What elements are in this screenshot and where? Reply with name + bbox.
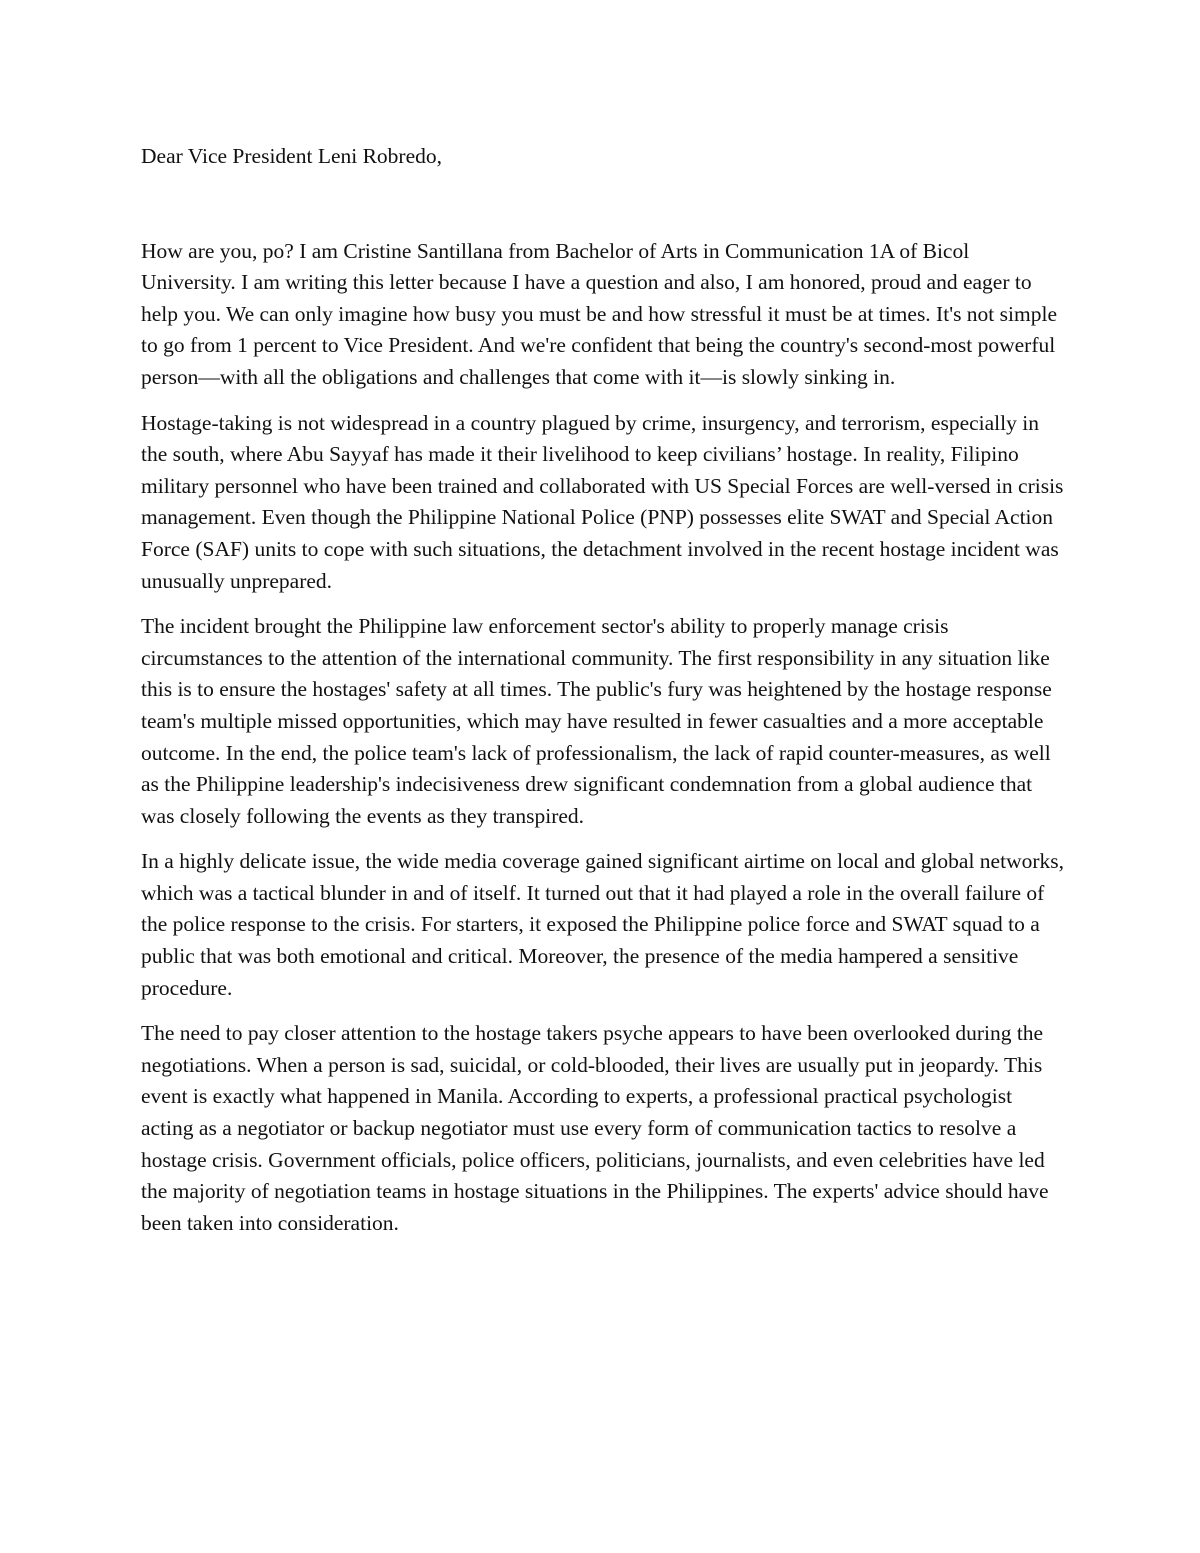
paragraph-media-coverage: In a highly delicate issue, the wide media coverage gained significant airtime on local and global networks, which was a tactical blunder in and of itself. It turned out that it had played a role in the overall failure of the police response to the crisis. For starters, it exposed the Philippine police force and SWAT squad to a public that was both emotional and critical. Moreover, the presence of the media hampered a sensitive procedure. — [141, 849, 1064, 1000]
paragraph-introduction: How are you, po? I am Cristine Santillana from Bachelor of Arts in Communication 1A of Bicol University. I am writing this letter because I have a question and also, I am honored, proud and eager to help you. We can only imagine how busy you must be and how stressful it must be at times. It's not simple to go from 1 percent to Vice President. And we're confident that being the country's second-most powerful person—with all the obligations and challenges that come with it—is slowly sinking in. — [141, 238, 1057, 389]
paragraph-incident: The incident brought the Philippine law enforcement sector's ability to properly manage crisis circumstances to the attention of the international community. The first responsibility in any situation like this is to ensure the hostages' safety at all times. The public's fury was heightened by the hostage response team's multiple missed opportunities, which may have resulted in fewer casualties and a more acceptable outcome. In the end, the police team's lack of professionalism, the lack of rapid counter-measures, as well as the Philippine leadership's indecisiveness drew significant condemnation from a global audience that was closely following the events as they transpired. — [141, 614, 1052, 828]
paragraph-negotiations: The need to pay closer attention to the hostage takers psyche appears to have been overlooked during the negotiations. When a person is sad, suicidal, or cold-blooded, their lives are usually put in jeopardy. This event is exactly what happened in Manila. According to experts, a professional practical psychologist acting as a negotiator or backup negotiator must use every form of communication tactics to resolve a hostage crisis. Government officials, police officers, politicians, journalists, and even celebrities have led the majority of negotiation teams in hostage situations in the Philippines. The experts' advice should have been taken into consideration. — [141, 1021, 1049, 1235]
letter-body — [141, 141, 1066, 1239]
letter-salutation: Dear Vice President Leni Robredo, — [141, 144, 443, 168]
paragraph-hostage-taking: Hostage-taking is not widespread in a country plagued by crime, insurgency, and terrorism, especially in the south, where Abu Sayyaf has made it their livelihood to keep civilians’ hostage. In reality, Filipino military personnel who have been trained and collaborated with US Special Forces are well-versed in crisis management. Even though the Philippine National Police (PNP) possesses elite SWAT and Special Action Force (SAF) units to cope with such situations, the detachment involved in the recent hostage incident was unusually unprepared. — [141, 410, 1064, 593]
